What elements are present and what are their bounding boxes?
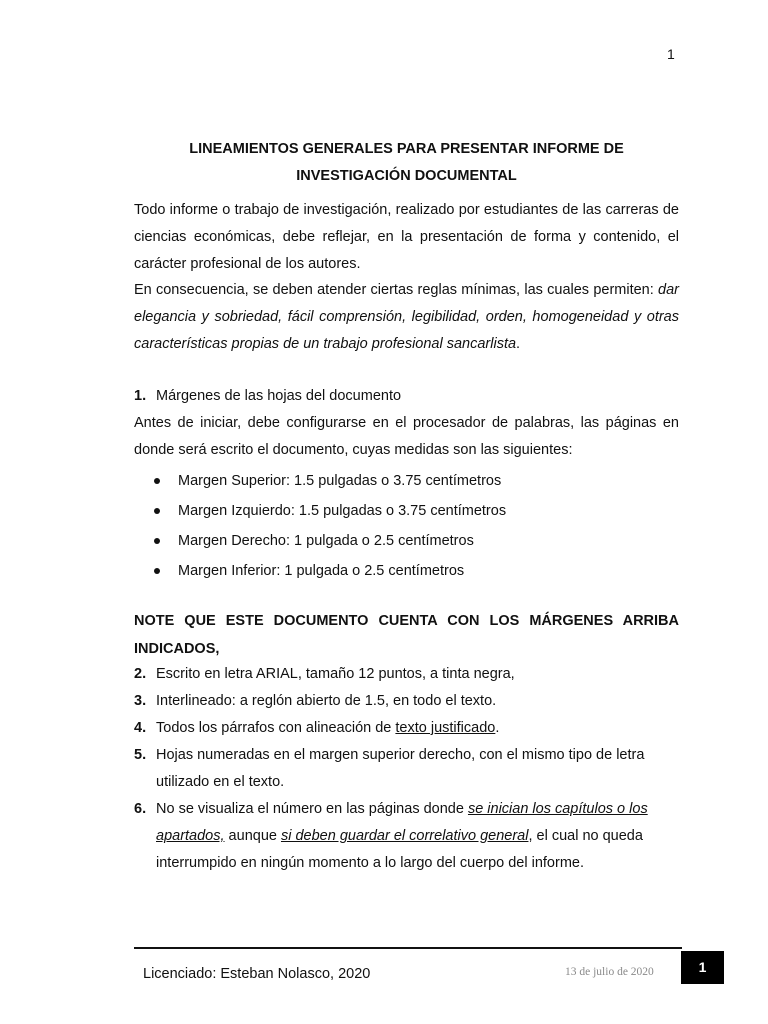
intro-p2-lead: En consecuencia, se deben atender ciertas reglas mínimas, las cuales permiten: (134, 282, 659, 298)
rule-number: 5. (134, 747, 147, 763)
bullet-icon (154, 478, 160, 484)
intro-p2-italic: dar elegancia y sobriedad, fácil comprensión, legibilidad, orden, homogeneidad y otras características propias de un trabajo profesional sancarlista (134, 282, 679, 352)
section-1-heading (134, 383, 401, 410)
bullet-text: Margen Superior: 1.5 pulgadas o 3.75 centímetros (178, 473, 502, 489)
bullet-text: Margen Derecho: 1 pulgada o 2.5 centímetros (178, 533, 474, 549)
bullet-text: Margen Izquierdo: 1.5 pulgadas o 3.75 centímetros (178, 503, 507, 519)
rule-number: 4. (134, 720, 147, 736)
bullet-icon (154, 538, 160, 544)
bullet-icon (154, 568, 160, 574)
rule-item-2 (134, 661, 679, 688)
rule-number: 6. (134, 801, 147, 817)
section-1-title: Márgenes de las hojas del documento (156, 388, 402, 404)
list-item (154, 556, 506, 586)
rule-6-end: , el cual no queda interrumpido en ningún momento a lo largo del cuerpo del informe. (156, 828, 643, 871)
intro-paragraph-2 (134, 277, 679, 358)
rule-6-underlined-2: si deben guardar el correlativo general (280, 828, 529, 844)
page-number: 1 (667, 46, 675, 62)
intro-paragraph-1: Todo informe o trabajo de investigación, realizado por estudiantes de las carreras de ciencias económicas, debe reflejar, en la presentación de forma y contenido, el carácter profesional de los autores. (134, 202, 679, 272)
rule-4-lead: Todos los párrafos con alineación de (156, 720, 396, 736)
rule-6-lead: No se visualiza el número en las páginas donde (156, 801, 468, 817)
rule-text: Escrito en letra ARIAL, tamaño 12 puntos, a tinta negra, (156, 666, 515, 682)
rule-6-mid: aunque (224, 828, 281, 844)
list-item (154, 466, 506, 496)
rule-item-4 (134, 715, 679, 742)
margin-list (154, 466, 506, 586)
rule-item-3 (134, 688, 679, 715)
margins-note: NOTE QUE ESTE DOCUMENTO CUENTA CON LOS MÁRGENES ARRIBA INDICADOS, (134, 613, 679, 657)
footer-page-box: 1 (681, 951, 724, 984)
intro-p2-end: . (516, 336, 521, 352)
rule-4-underlined: texto justificado (395, 720, 496, 736)
rule-text (156, 796, 679, 877)
footer-divider (134, 947, 682, 949)
title-line-1: LINEAMIENTOS GENERALES PARA PRESENTAR INFORME DE (189, 141, 624, 157)
list-item (154, 496, 506, 526)
bullet-text: Margen Inferior: 1 pulgada o 2.5 centímetros (178, 563, 465, 579)
list-item (154, 526, 506, 556)
rule-text (156, 715, 679, 742)
rule-6-underlined-1: se inician los capítulos o los apartados, (156, 801, 648, 844)
section-1-number: 1. (134, 388, 147, 404)
rule-number: 2. (134, 666, 147, 682)
rules-list (134, 661, 679, 877)
section-1-text: Antes de iniciar, debe configurarse en el procesador de palabras, las páginas en donde será escrito el documento, cuyas medidas son las siguientes: (134, 415, 679, 458)
footer-date: 13 de julio de 2020 (565, 966, 654, 978)
rule-text: Interlineado: a reglón abierto de 1.5, en todo el texto. (156, 693, 497, 709)
rule-4-end: . (495, 720, 500, 736)
document-title (134, 136, 679, 190)
rule-item-6 (134, 796, 679, 877)
footer-author: Licenciado: Esteban Nolasco, 2020 (143, 966, 371, 982)
rule-number: 3. (134, 693, 147, 709)
rule-text: Hojas numeradas en el margen superior derecho, con el mismo tipo de letra utilizado en el texto. (156, 747, 645, 790)
title-line-2: INVESTIGACIÓN DOCUMENTAL (296, 168, 517, 184)
bullet-icon (154, 508, 160, 514)
rule-item-5 (134, 742, 679, 796)
